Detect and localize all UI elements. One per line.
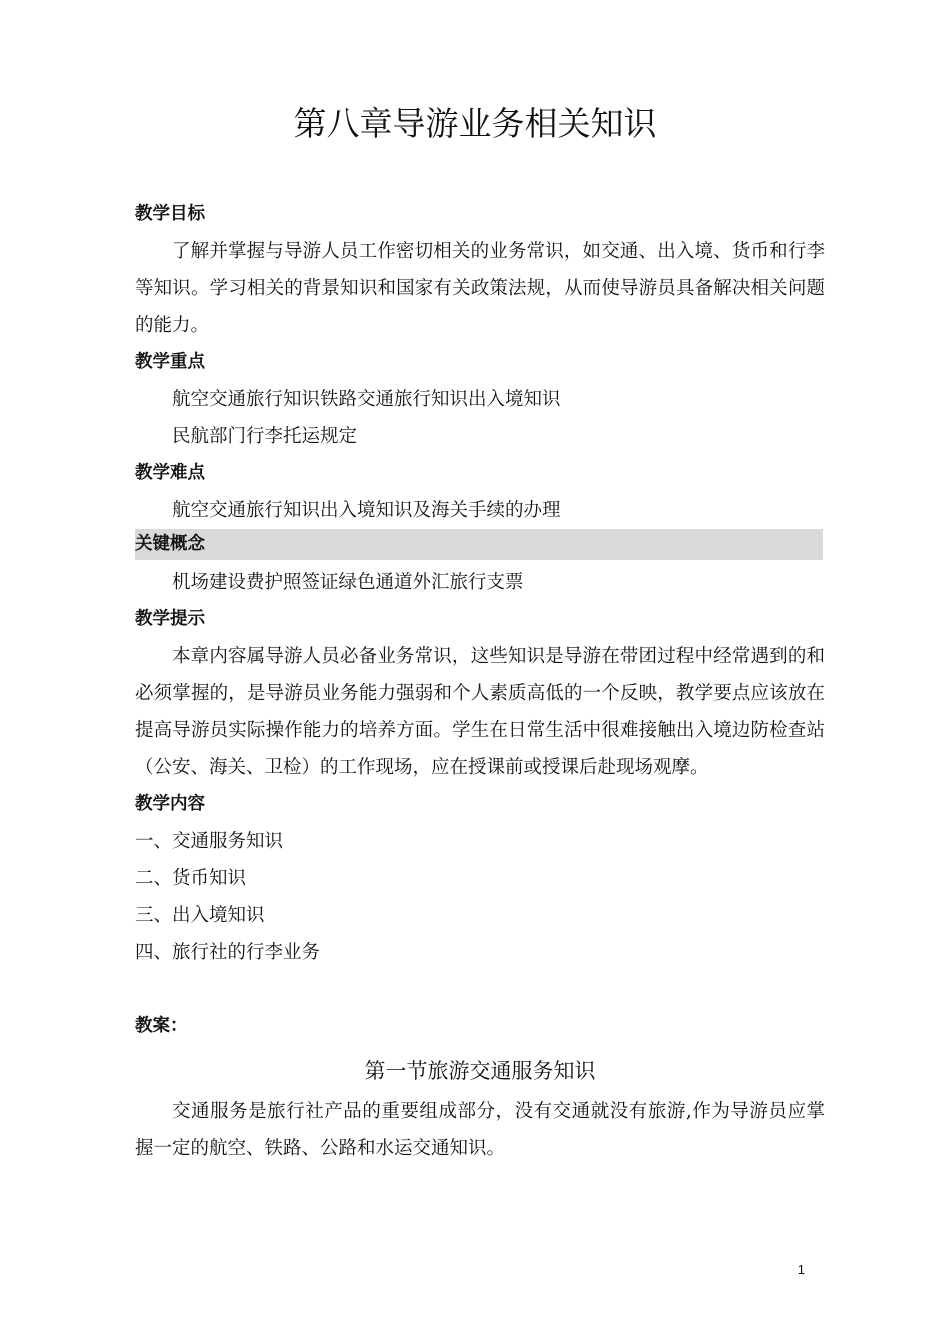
- spacer: [135, 971, 825, 1008]
- key-point-item: 民航部门行李托运规定: [172, 426, 358, 447]
- key-points-heading: 教学重点: [135, 352, 205, 372]
- difficulties-heading: 教学难点: [135, 463, 205, 483]
- page-number: 1: [797, 1262, 805, 1277]
- contents-list-item: 四、旅行社的行李业务: [135, 942, 321, 963]
- document-body: [135, 196, 825, 1167]
- teaching-goals-text: 了解并掌握与导游人员工作密切相关的业务常识，如交通、出入境、货币和行李等知识。学习相关的背景知识和国家有关政策法规，从而使导游员具备解决相关问题的能力。: [135, 241, 825, 336]
- section-title: 第一节旅游交通服务知识: [364, 1059, 596, 1083]
- section-intro-text: 交通服务是旅行社产品的重要组成部分，没有交通就没有旅游,作为导游员应掌握一定的航空、铁路、公路和水运交通知识。: [135, 1101, 825, 1159]
- key-concept-item: 机场建设费护照签证绿色通道外汇旅行支票: [172, 572, 524, 593]
- lesson-plan-heading: 教案：: [135, 1016, 188, 1036]
- teaching-goals-heading: 教学目标: [135, 204, 205, 224]
- key-concepts-heading: 关键概念: [135, 529, 823, 560]
- difficulty-item: 航空交通旅行知识出入境知识及海关手续的办理: [172, 500, 561, 521]
- contents-list-item: 二、货币知识: [135, 868, 247, 889]
- teaching-tips-heading: 教学提示: [135, 609, 205, 629]
- teaching-tips-text: 本章内容属导游人员必备业务常识，这些知识是导游在带团过程中经常遇到的和必须掌握的，是导游员业务能力强弱和个人素质高低的一个反映，教学要点应该放在提高导游员实际操作能力的培养方面。学生在日常生活中很难接触出入境边防检查站（公安、海关、卫检）的工作现场，应在授课前或授课后赴现场观摩。: [135, 646, 825, 778]
- key-point-item: 航空交通旅行知识铁路交通旅行知识出入境知识: [172, 389, 561, 410]
- chapter-title: 第八章导游业务相关知识: [293, 104, 657, 143]
- contents-list-item: 三、出入境知识: [135, 905, 265, 926]
- contents-list-item: 一、交通服务知识: [135, 831, 284, 852]
- teaching-contents-heading: 教学内容: [135, 794, 205, 814]
